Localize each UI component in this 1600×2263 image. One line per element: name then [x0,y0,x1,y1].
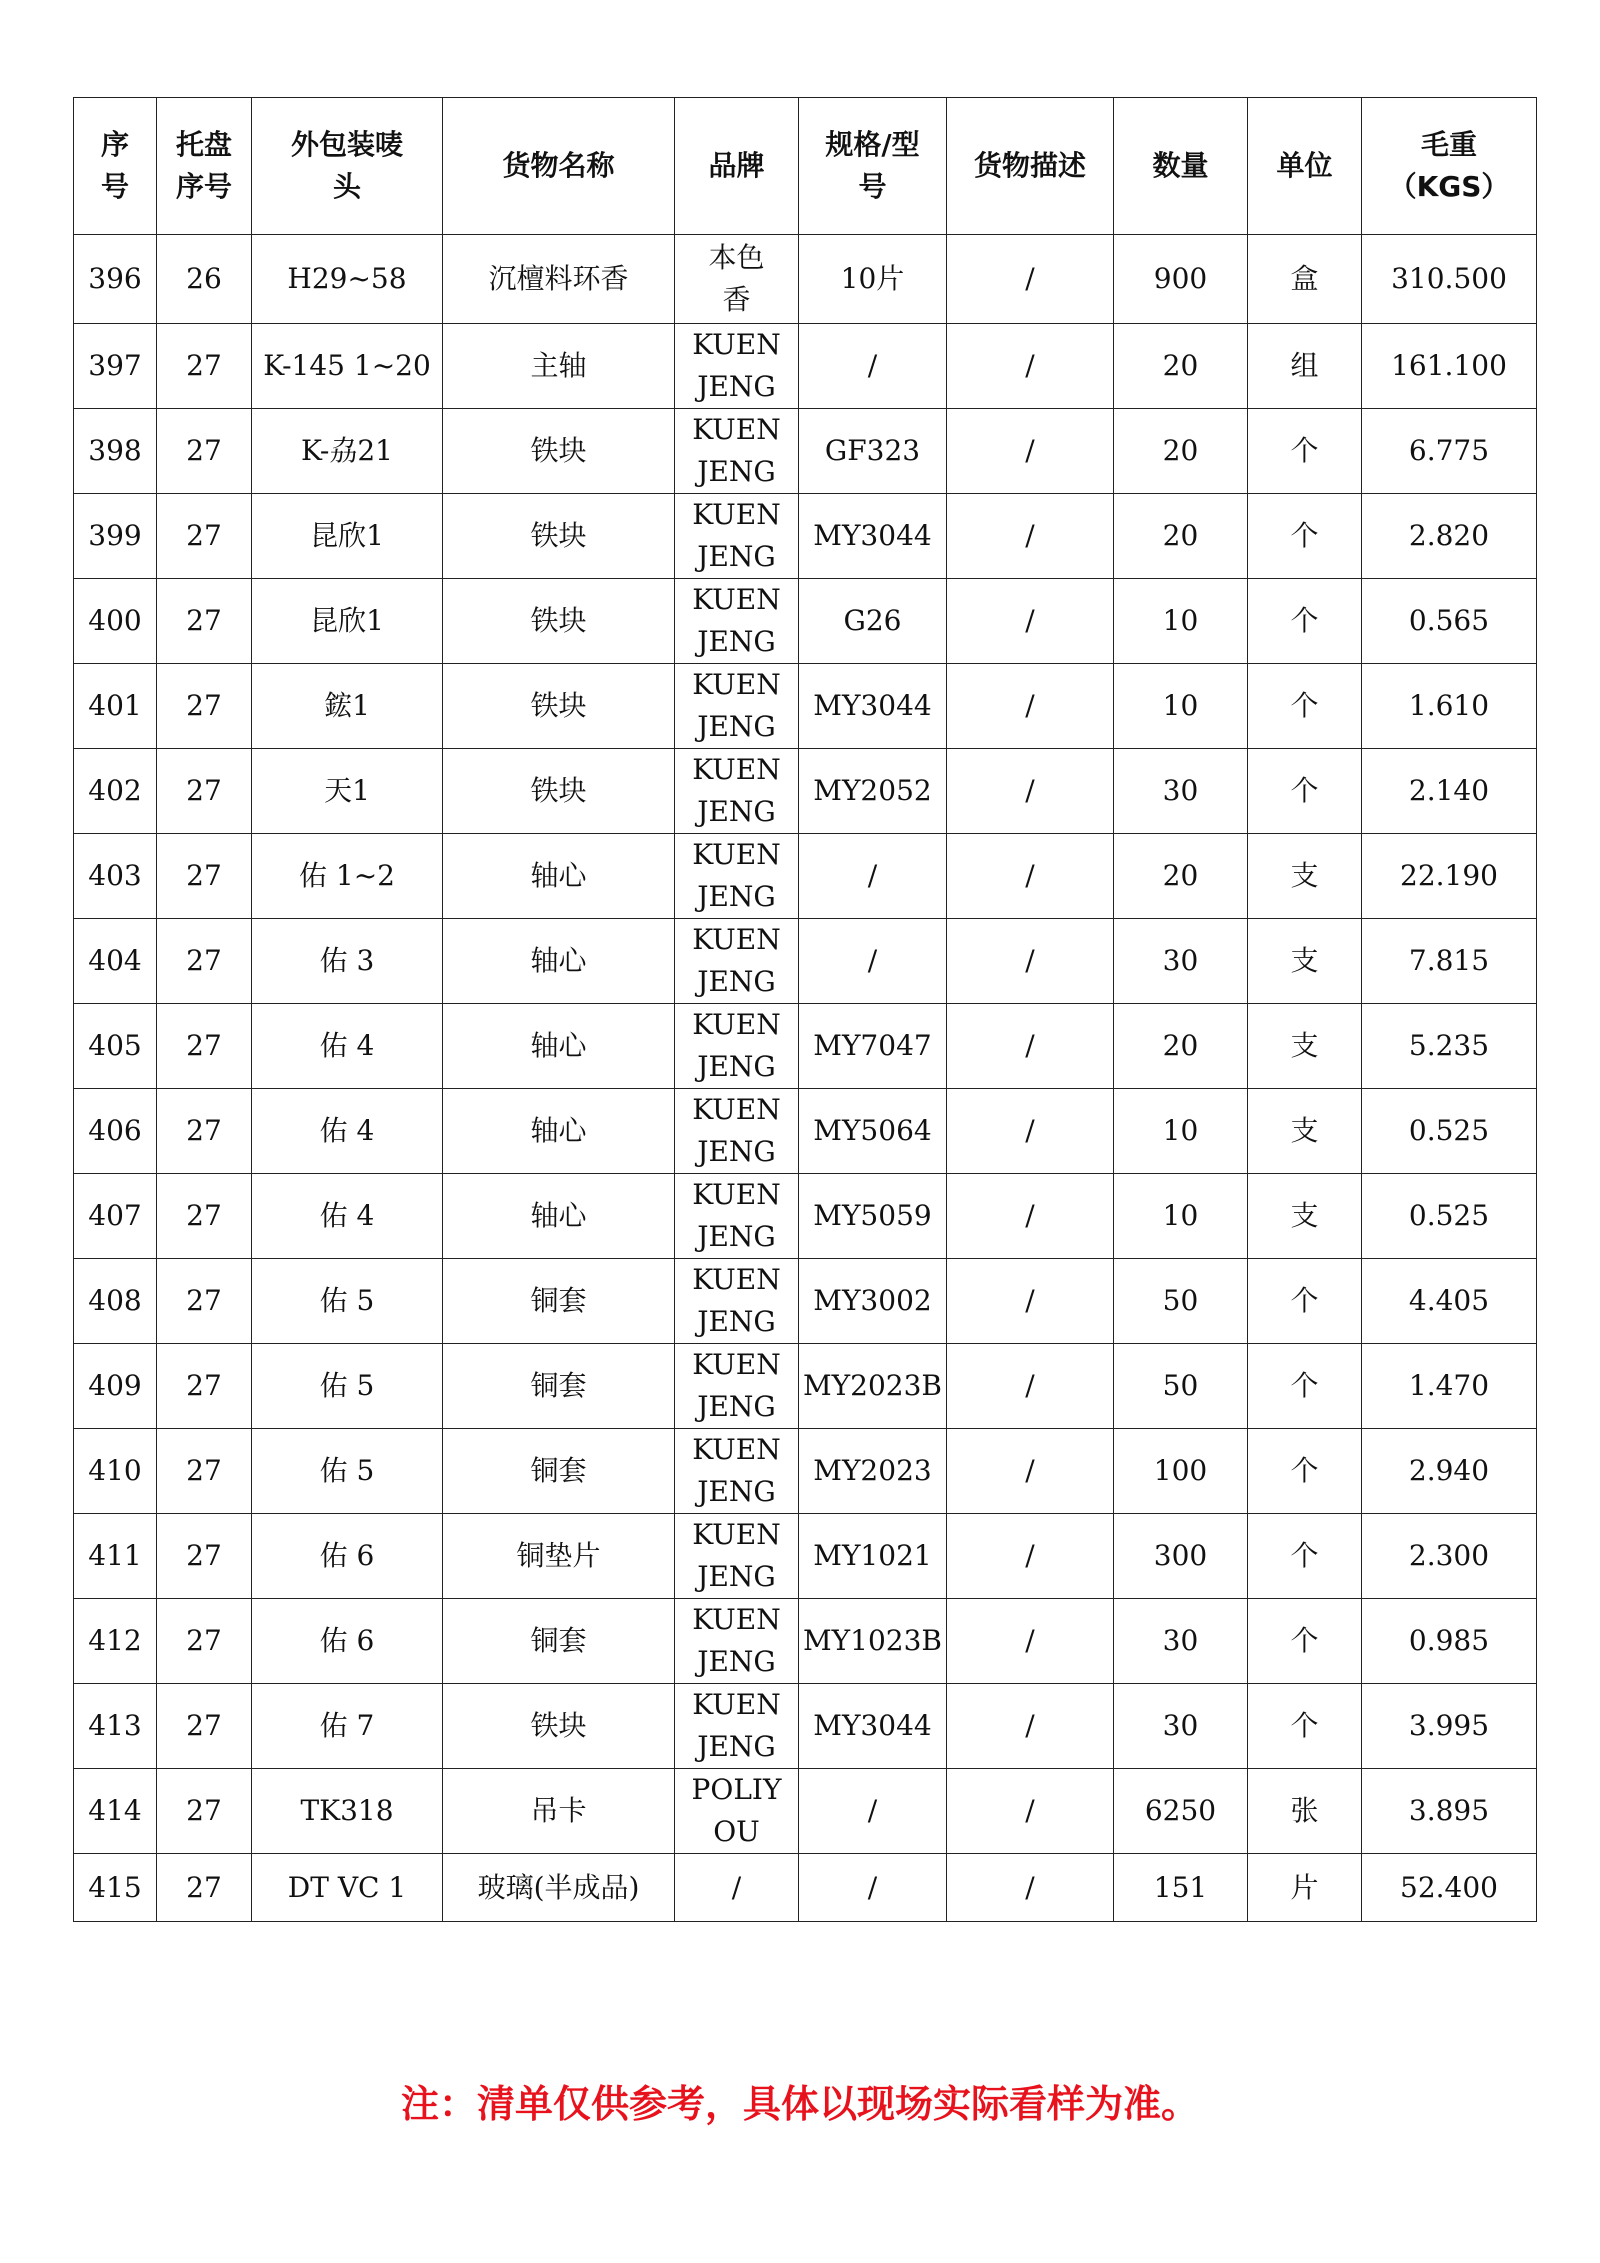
cell-brand [675,664,799,749]
disclaimer-note: 注：清单仅供参考，具体以现场实际看样为准。 [400,2082,1199,2126]
cell-name: 铁块 [443,494,675,579]
cell-brand-line: 香 [722,283,751,316]
cell-unit: 个 [1248,1514,1362,1599]
cell-unit: 个 [1248,1429,1362,1514]
header-unit [1248,98,1362,235]
cell-model: / [799,834,947,919]
table-row [74,834,1537,919]
cell-name: 玻璃(半成品) [443,1854,675,1922]
cell-brand-line: JENG [697,1645,776,1678]
cell-name: 轴心 [443,1174,675,1259]
cell-seq: 406 [74,1089,157,1174]
cell-brand-line: JENG [697,1560,776,1593]
cell-desc: / [947,1514,1114,1599]
table-row [74,1004,1537,1089]
header-seq-line: 序 [100,128,129,161]
cell-desc: / [947,1004,1114,1089]
cell-mark: 佑 6 [252,1514,443,1599]
cell-weight: 161.100 [1362,324,1537,409]
cell-seq: 415 [74,1854,157,1922]
cell-unit: 个 [1248,1599,1362,1684]
cell-brand-line: KUEN [692,1433,781,1466]
table-row [74,749,1537,834]
cell-name: 铁块 [443,579,675,664]
cell-mark: TK318 [252,1769,443,1854]
header-model-line: 号 [858,170,887,203]
cell-pallet: 27 [157,1259,252,1344]
table-body [74,235,1537,1922]
cell-brand-line: KUEN [692,1008,781,1041]
cell-pallet: 27 [157,1344,252,1429]
cell-mark: 佑 7 [252,1684,443,1769]
cell-seq: 414 [74,1769,157,1854]
cell-mark: 鋐1 [252,664,443,749]
table-row [74,235,1537,324]
header-mark-line: 头 [332,170,361,203]
header-seq-line: 号 [100,170,129,203]
cell-weight: 52.400 [1362,1854,1537,1922]
cell-unit: 个 [1248,1344,1362,1429]
cargo-list-table [73,97,1537,1922]
cell-mark: 佑 1~2 [252,834,443,919]
cell-unit: 个 [1248,664,1362,749]
table-row [74,1089,1537,1174]
cell-mark: K-145 1~20 [252,324,443,409]
cell-pallet: 27 [157,1684,252,1769]
cell-model: MY7047 [799,1004,947,1089]
table-row [74,1769,1537,1854]
cell-brand-line: JENG [697,880,776,913]
cell-model: MY2023 [799,1429,947,1514]
cell-weight: 0.565 [1362,579,1537,664]
cell-brand [675,579,799,664]
cell-brand-line: KUEN [692,1263,781,1296]
header-pallet-line: 托盘 [175,128,232,161]
cell-model: MY1023B [799,1599,947,1684]
cell-weight: 6.775 [1362,409,1537,494]
cell-brand-line: KUEN [692,1688,781,1721]
cell-seq: 401 [74,664,157,749]
cell-mark: DT VC 1 [252,1854,443,1922]
cell-desc: / [947,1769,1114,1854]
cell-brand-line: JENG [697,965,776,998]
table-row [74,1599,1537,1684]
cell-model: / [799,324,947,409]
cell-brand [675,1599,799,1684]
cell-desc: / [947,1259,1114,1344]
table-row [74,1174,1537,1259]
header-brand-line: 品牌 [708,149,765,182]
cell-qty: 30 [1114,1684,1248,1769]
table-row [74,1344,1537,1429]
cell-mark: 佑 4 [252,1174,443,1259]
cell-brand-line: KUEN [692,923,781,956]
cell-model: MY3044 [799,1684,947,1769]
cell-model: MY1021 [799,1514,947,1599]
table-row [74,494,1537,579]
cell-model: MY3044 [799,664,947,749]
cell-mark: 天1 [252,749,443,834]
cell-unit: 张 [1248,1769,1362,1854]
cell-brand-line: / [731,1870,742,1904]
cell-qty: 20 [1114,834,1248,919]
cell-brand [675,1429,799,1514]
cell-mark: 佑 4 [252,1004,443,1089]
cell-desc: / [947,1684,1114,1769]
cell-seq: 400 [74,579,157,664]
cell-brand [675,1769,799,1854]
cell-qty: 151 [1114,1854,1248,1922]
cell-model: G26 [799,579,947,664]
cell-brand-line: POLIY [691,1773,782,1806]
cell-qty: 10 [1114,1174,1248,1259]
cell-desc: / [947,409,1114,494]
cell-weight: 0.985 [1362,1599,1537,1684]
header-name [443,98,675,235]
cell-weight: 2.300 [1362,1514,1537,1599]
cell-mark: K-劦21 [252,409,443,494]
cell-pallet: 27 [157,1004,252,1089]
cell-pallet: 27 [157,749,252,834]
table-row [74,664,1537,749]
cell-model: MY2052 [799,749,947,834]
cell-weight: 310.500 [1362,235,1537,324]
cell-qty: 10 [1114,579,1248,664]
cell-weight: 2.940 [1362,1429,1537,1514]
cell-pallet: 26 [157,235,252,324]
table-row [74,1514,1537,1599]
cell-desc: / [947,1174,1114,1259]
cell-unit: 支 [1248,1004,1362,1089]
cell-mark: H29~58 [252,235,443,324]
header-qty [1114,98,1248,235]
cell-seq: 409 [74,1344,157,1429]
cell-weight: 0.525 [1362,1089,1537,1174]
cell-seq: 407 [74,1174,157,1259]
cell-pallet: 27 [157,324,252,409]
cell-name: 铁块 [443,1684,675,1769]
cell-mark: 佑 3 [252,919,443,1004]
cell-unit: 片 [1248,1854,1362,1922]
cell-name: 轴心 [443,834,675,919]
cell-model: MY3002 [799,1259,947,1344]
cell-name: 铜套 [443,1259,675,1344]
cell-desc: / [947,1599,1114,1684]
cell-model: MY2023B [799,1344,947,1429]
cell-seq: 413 [74,1684,157,1769]
cell-name: 沉檀料环香 [443,235,675,324]
cell-name: 铁块 [443,664,675,749]
cell-weight: 3.995 [1362,1684,1537,1769]
cell-unit: 支 [1248,834,1362,919]
cell-weight: 4.405 [1362,1259,1537,1344]
cell-desc: / [947,324,1114,409]
cell-name: 铜套 [443,1344,675,1429]
cell-weight: 5.235 [1362,1004,1537,1089]
cell-pallet: 27 [157,1174,252,1259]
cell-brand [675,1514,799,1599]
header-weight-line: （KGS） [1388,170,1510,203]
header-unit-line: 单位 [1276,149,1333,182]
cell-weight: 3.895 [1362,1769,1537,1854]
cell-brand-line: JENG [697,1050,776,1083]
cell-weight: 1.610 [1362,664,1537,749]
cell-model: MY5064 [799,1089,947,1174]
cell-brand-line: JENG [697,1730,776,1763]
table-row [74,324,1537,409]
cell-seq: 397 [74,324,157,409]
cell-seq: 398 [74,409,157,494]
cell-brand-line: KUEN [692,328,781,361]
table-row [74,1259,1537,1344]
cell-desc: / [947,494,1114,579]
header-pallet-line: 序号 [175,170,232,203]
cell-unit: 个 [1248,579,1362,664]
cell-model: MY3044 [799,494,947,579]
cell-name: 铁块 [443,749,675,834]
header-mark-line: 外包装唛 [290,128,403,161]
cell-brand-line: JENG [697,625,776,658]
cell-seq: 412 [74,1599,157,1684]
cell-name: 主轴 [443,324,675,409]
cell-weight: 2.820 [1362,494,1537,579]
cell-unit: 盒 [1248,235,1362,324]
cell-weight: 22.190 [1362,834,1537,919]
cell-pallet: 27 [157,579,252,664]
header-mark [252,98,443,235]
cell-qty: 20 [1114,409,1248,494]
cell-desc: / [947,579,1114,664]
cell-brand-line: JENG [697,1135,776,1168]
cell-unit: 支 [1248,919,1362,1004]
cell-qty: 30 [1114,919,1248,1004]
cell-qty: 300 [1114,1514,1248,1599]
cell-brand [675,1174,799,1259]
cell-unit: 个 [1248,409,1362,494]
cell-mark: 佑 6 [252,1599,443,1684]
table-row [74,1684,1537,1769]
cell-unit: 个 [1248,494,1362,579]
cell-qty: 10 [1114,664,1248,749]
cell-seq: 411 [74,1514,157,1599]
header-model [799,98,947,235]
cell-brand-line: JENG [697,1305,776,1338]
cell-name: 吊卡 [443,1769,675,1854]
cell-name: 轴心 [443,919,675,1004]
cell-name: 轴心 [443,1004,675,1089]
header-desc-line: 货物描述 [973,149,1086,182]
cell-unit: 支 [1248,1089,1362,1174]
cell-desc: / [947,1089,1114,1174]
cell-desc: / [947,834,1114,919]
cell-pallet: 27 [157,919,252,1004]
cell-model: / [799,1769,947,1854]
cell-brand [675,1089,799,1174]
cell-qty: 20 [1114,1004,1248,1089]
cell-brand-line: JENG [697,1220,776,1253]
cell-brand [675,1004,799,1089]
cell-pallet: 27 [157,1089,252,1174]
cell-brand [675,1684,799,1769]
cell-brand-line: KUEN [692,1603,781,1636]
cell-pallet: 27 [157,1429,252,1514]
cell-brand-line: JENG [697,455,776,488]
cell-brand-line: KUEN [692,1518,781,1551]
cell-seq: 396 [74,235,157,324]
cell-pallet: 27 [157,1514,252,1599]
cell-name: 铜垫片 [443,1514,675,1599]
cell-brand-line: KUEN [692,498,781,531]
cell-brand [675,1854,799,1922]
cell-brand [675,324,799,409]
cell-qty: 30 [1114,1599,1248,1684]
cell-qty: 20 [1114,324,1248,409]
cell-seq: 402 [74,749,157,834]
cell-qty: 900 [1114,235,1248,324]
cell-mark: 佑 5 [252,1344,443,1429]
cell-brand [675,834,799,919]
cell-pallet: 27 [157,834,252,919]
cell-brand-line: KUEN [692,668,781,701]
header-pallet [157,98,252,235]
cell-weight: 1.470 [1362,1344,1537,1429]
header-weight [1362,98,1537,235]
header-name-line: 货物名称 [502,149,615,182]
cell-name: 铜套 [443,1429,675,1514]
table-row [74,579,1537,664]
header-model-line: 规格/型 [825,128,920,161]
cell-pallet: 27 [157,409,252,494]
cell-brand [675,235,799,324]
cell-brand-line: JENG [697,710,776,743]
cell-seq: 403 [74,834,157,919]
header-qty-line: 数量 [1152,149,1209,182]
cell-brand-line: KUEN [692,583,781,616]
cell-brand-line: KUEN [692,1178,781,1211]
cell-mark: 佑 5 [252,1429,443,1514]
cell-seq: 408 [74,1259,157,1344]
cell-seq: 405 [74,1004,157,1089]
cell-mark: 佑 4 [252,1089,443,1174]
cell-brand-line: KUEN [692,1348,781,1381]
cell-pallet: 27 [157,664,252,749]
cell-model: / [799,1854,947,1922]
cell-qty: 100 [1114,1429,1248,1514]
table-row [74,409,1537,494]
cell-model: / [799,919,947,1004]
cell-desc: / [947,664,1114,749]
cell-name: 铁块 [443,409,675,494]
cell-brand-line: JENG [697,1390,776,1423]
cell-brand [675,494,799,579]
cell-seq: 399 [74,494,157,579]
cell-mark: 昆欣1 [252,494,443,579]
cell-brand-line: JENG [697,795,776,828]
cell-name: 轴心 [443,1089,675,1174]
cell-qty: 30 [1114,749,1248,834]
cell-unit: 个 [1248,1684,1362,1769]
cell-brand [675,1344,799,1429]
cell-weight: 0.525 [1362,1174,1537,1259]
cell-desc: / [947,1344,1114,1429]
header-desc [947,98,1114,235]
header-weight-line: 毛重 [1420,128,1477,161]
cell-brand [675,1259,799,1344]
cell-qty: 50 [1114,1259,1248,1344]
cell-brand-line: OU [713,1815,760,1848]
cell-mark: 昆欣1 [252,579,443,664]
cell-qty: 50 [1114,1344,1248,1429]
table-header-row [74,98,1537,235]
cell-name: 铜套 [443,1599,675,1684]
cell-model: GF323 [799,409,947,494]
cell-model: 10片 [799,235,947,324]
cell-brand-line: 本色 [708,241,765,274]
table-row [74,1854,1537,1922]
cell-desc: / [947,235,1114,324]
cell-unit: 个 [1248,1259,1362,1344]
cell-brand-line: JENG [697,370,776,403]
cell-model: MY5059 [799,1174,947,1259]
cell-pallet: 27 [157,1854,252,1922]
cell-brand-line: KUEN [692,838,781,871]
cell-mark: 佑 5 [252,1259,443,1344]
cell-unit: 支 [1248,1174,1362,1259]
cell-desc: / [947,1854,1114,1922]
cell-qty: 6250 [1114,1769,1248,1854]
cell-pallet: 27 [157,1769,252,1854]
cell-pallet: 27 [157,494,252,579]
cell-seq: 410 [74,1429,157,1514]
cell-brand-line: KUEN [692,753,781,786]
cell-weight: 7.815 [1362,919,1537,1004]
table-row [74,919,1537,1004]
cell-brand-line: JENG [697,540,776,573]
table-row [74,1429,1537,1514]
cell-brand-line: KUEN [692,413,781,446]
cell-weight: 2.140 [1362,749,1537,834]
cell-qty: 10 [1114,1089,1248,1174]
cell-desc: / [947,749,1114,834]
cell-unit: 个 [1248,749,1362,834]
header-seq [74,98,157,235]
cell-qty: 20 [1114,494,1248,579]
header-brand [675,98,799,235]
cell-brand [675,749,799,834]
cell-brand-line: JENG [697,1475,776,1508]
cell-brand [675,409,799,494]
cell-pallet: 27 [157,1599,252,1684]
cell-desc: / [947,919,1114,1004]
cell-brand [675,919,799,1004]
cell-seq: 404 [74,919,157,1004]
cell-unit: 组 [1248,324,1362,409]
cell-brand-line: KUEN [692,1093,781,1126]
cell-desc: / [947,1429,1114,1514]
